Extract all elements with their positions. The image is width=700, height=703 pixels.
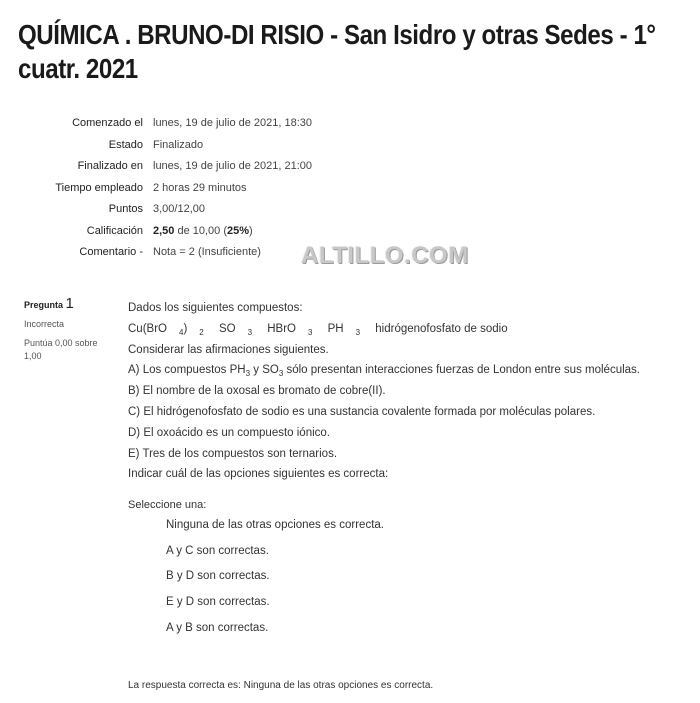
summary-value: 2 horas 29 minutos (153, 181, 247, 194)
summary-label: Puntos (108, 203, 143, 215)
statement-d: D) El oxoácido es un compuesto iónico. (128, 426, 330, 439)
question-number-value: 1 (65, 295, 74, 312)
question-consider: Considerar las afirmaciones siguientes. (128, 343, 329, 356)
question-number (24, 297, 104, 312)
question-label: Pregunta (24, 300, 64, 310)
summary-label: Estado (108, 138, 143, 151)
summary-label: Finalizado en (77, 160, 143, 172)
question-score: Puntúa 0,00 sobre 1,00 (24, 338, 98, 361)
watermark: ALTILLO.COM (301, 242, 469, 269)
statement-c: C) El hidrógenofosfato de sodio es una sustancia covalente formada por moléculas polares. (128, 405, 596, 418)
summary-label: Calificación (86, 224, 143, 237)
summary-value: lunes, 19 de julio de 2021, 21:00 (153, 160, 313, 172)
answer-option[interactable]: A y B son correctas. (166, 621, 269, 634)
compound: HBrO $_3$ (267, 322, 313, 337)
question-prompt: Indicar cuál de las opciones siguientes es correcta: (128, 468, 389, 481)
grade-value: 2,50 (153, 224, 175, 237)
answer-option[interactable]: E y D son correctas. (166, 596, 270, 609)
correct-answer-feedback: La respuesta correcta es: Ninguna de las otras opciones es correcta. (128, 680, 434, 691)
compound: SO $_3$ (218, 322, 253, 337)
question-status: Incorrecta (24, 319, 65, 329)
compounds-list (128, 319, 688, 340)
statement-a: A) Los compuestos $PH_3$ y $SO_3$ sólo presentan interacciones fuerzas de London entre sus moléculas. (128, 364, 640, 379)
answer-option[interactable]: Ninguna de las otras opciones es correcta. (166, 519, 384, 531)
attempt-summary (0, 113, 700, 264)
summary-value: lunes, 19 de julio de 2021, 18:30 (153, 117, 313, 129)
grade-percent: 25% (227, 224, 250, 237)
summary-row-time (0, 178, 700, 200)
summary-value: Nota = 2 (Insuficiente) (153, 246, 261, 258)
summary-label: Tiempo empleado (55, 181, 143, 194)
compound: hidrógenofosfato de sodio (375, 322, 508, 335)
summary-row-started (0, 113, 700, 135)
summary-value: Finalizado (153, 138, 204, 151)
question-text (128, 298, 688, 485)
summary-label: Comenzado el (72, 117, 143, 129)
statement-b: B) El nombre de la oxosal es bromato de cobre(II). (128, 385, 386, 398)
grade-scale: de 10,00 ( (174, 224, 228, 237)
summary-value: 3,00/12,00 (153, 203, 205, 215)
compound: PH $_3$ (327, 322, 361, 337)
summary-row-finished (0, 156, 700, 178)
summary-label: Comentario - (79, 246, 143, 258)
answer-option[interactable]: A y C son correctas. (166, 544, 269, 557)
summary-row-state (0, 135, 700, 157)
page-title: QUÍMICA . BRUNO-DI RISIO - San Isidro y otras Sedes - 1° cuatr. 2021 (18, 19, 656, 84)
statement-e: E) Tres de los compuestos son ternarios. (128, 447, 338, 460)
answer-option[interactable]: B y D son correctas. (166, 570, 270, 583)
summary-row-grade (0, 221, 700, 243)
answer-options (166, 513, 384, 641)
compound: Cu(BrO $_4$) $_2$ (128, 322, 204, 337)
question-info (24, 297, 104, 369)
summary-row-points (0, 199, 700, 221)
grade-close: ) (249, 224, 253, 237)
select-label: Seleccione una: (128, 499, 207, 511)
question-intro: Dados los siguientes compuestos: (128, 302, 303, 314)
summary-value (153, 221, 253, 243)
